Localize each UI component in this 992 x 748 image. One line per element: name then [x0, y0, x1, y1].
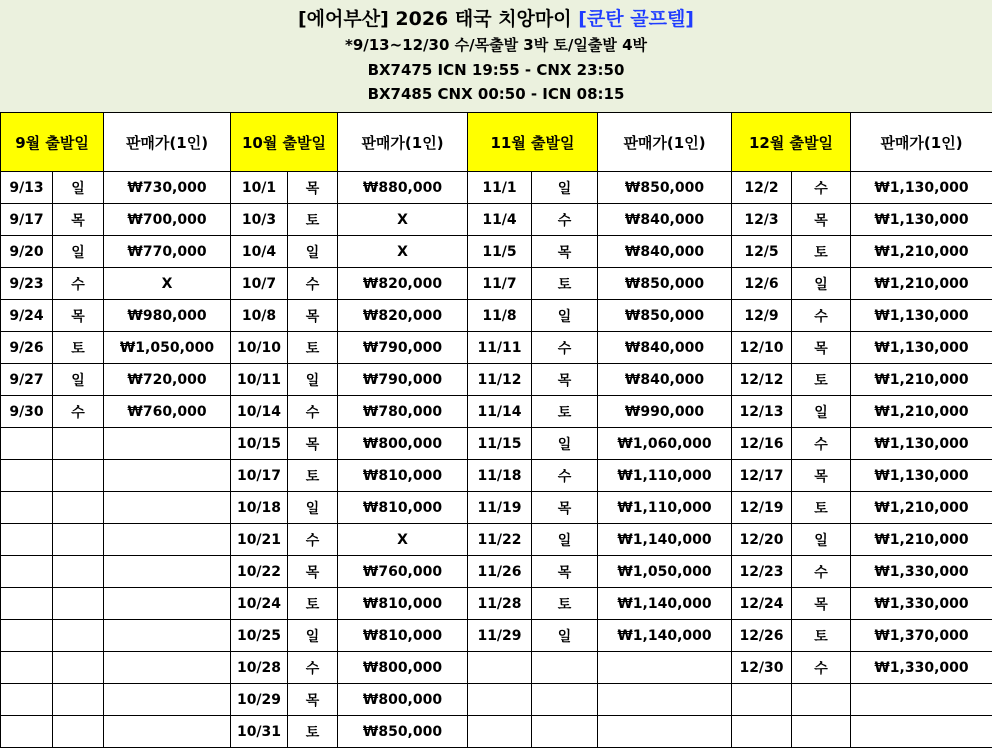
departure-date: 11/12	[468, 364, 532, 396]
table-row	[1, 652, 992, 684]
price-cell: ₩1,140,000	[598, 524, 732, 556]
price-cell: ₩850,000	[598, 172, 732, 204]
table-row	[1, 684, 992, 716]
weekday: 일	[532, 428, 598, 460]
weekday: 토	[288, 332, 338, 364]
weekday: 수	[792, 428, 851, 460]
price-cell: ₩1,130,000	[851, 332, 992, 364]
departure-date: 11/26	[468, 556, 532, 588]
weekday: 토	[792, 492, 851, 524]
weekday: 수	[532, 332, 598, 364]
departure-date: 10/25	[231, 620, 288, 652]
price-cell	[598, 684, 732, 716]
price-cell: ₩810,000	[338, 588, 468, 620]
price-cell: ₩1,330,000	[851, 556, 992, 588]
departure-date: 10/31	[231, 716, 288, 748]
departure-date: 12/30	[732, 652, 792, 684]
weekday: 일	[53, 364, 104, 396]
price-cell: X	[338, 524, 468, 556]
month-header: 9월 출발일	[1, 113, 104, 172]
price-cell: ₩840,000	[598, 364, 732, 396]
weekday: 일	[288, 364, 338, 396]
departure-date	[732, 684, 792, 716]
table-row	[1, 300, 992, 332]
price-table	[0, 112, 992, 748]
table-row	[1, 524, 992, 556]
price-cell: X	[104, 268, 231, 300]
weekday: 수	[288, 652, 338, 684]
weekday: 목	[532, 492, 598, 524]
price-cell: ₩800,000	[338, 652, 468, 684]
price-cell: ₩700,000	[104, 204, 231, 236]
weekday: 일	[53, 236, 104, 268]
weekday: 토	[288, 588, 338, 620]
table-row	[1, 556, 992, 588]
price-cell: ₩1,130,000	[851, 428, 992, 460]
table-row	[1, 364, 992, 396]
weekday: 목	[792, 460, 851, 492]
price-cell	[104, 492, 231, 524]
page-title	[0, 6, 992, 32]
schedule-note: *9/13~12/30 수/목출발 3박 토/일출발 4박	[0, 35, 992, 55]
departure-date: 10/29	[231, 684, 288, 716]
page-header	[0, 0, 992, 112]
weekday	[53, 652, 104, 684]
table-row	[1, 236, 992, 268]
price-cell: ₩1,130,000	[851, 172, 992, 204]
departure-date	[1, 588, 53, 620]
departure-date: 12/19	[732, 492, 792, 524]
price-cell: ₩790,000	[338, 332, 468, 364]
departure-date: 10/14	[231, 396, 288, 428]
weekday: 수	[532, 204, 598, 236]
departure-date	[732, 716, 792, 748]
weekday: 토	[288, 716, 338, 748]
departure-date: 12/16	[732, 428, 792, 460]
price-cell: ₩1,110,000	[598, 460, 732, 492]
weekday: 토	[532, 396, 598, 428]
weekday: 수	[532, 460, 598, 492]
price-cell: ₩1,140,000	[598, 588, 732, 620]
weekday: 수	[792, 172, 851, 204]
departure-date: 12/13	[732, 396, 792, 428]
price-cell: ₩1,210,000	[851, 236, 992, 268]
price-cell	[104, 620, 231, 652]
weekday	[532, 684, 598, 716]
price-header: 판매가(1인)	[598, 113, 732, 172]
weekday	[53, 620, 104, 652]
price-cell: ₩810,000	[338, 620, 468, 652]
price-cell: ₩810,000	[338, 460, 468, 492]
departure-date: 12/20	[732, 524, 792, 556]
departure-date	[1, 716, 53, 748]
departure-date: 10/10	[231, 332, 288, 364]
weekday: 일	[288, 492, 338, 524]
weekday	[532, 652, 598, 684]
departure-date: 10/3	[231, 204, 288, 236]
weekday: 일	[288, 620, 338, 652]
price-cell	[104, 524, 231, 556]
table-row	[1, 204, 992, 236]
return-flight: BX7485 CNX 00:50 - ICN 08:15	[0, 84, 992, 104]
departure-date: 10/1	[231, 172, 288, 204]
weekday: 일	[792, 268, 851, 300]
price-header: 판매가(1인)	[338, 113, 468, 172]
departure-date	[1, 428, 53, 460]
weekday: 일	[792, 524, 851, 556]
price-cell: ₩730,000	[104, 172, 231, 204]
weekday: 목	[532, 364, 598, 396]
departure-date: 12/2	[732, 172, 792, 204]
price-cell: ₩850,000	[338, 716, 468, 748]
weekday: 일	[532, 620, 598, 652]
table-row	[1, 172, 992, 204]
weekday: 목	[288, 300, 338, 332]
weekday: 목	[53, 300, 104, 332]
price-cell: ₩1,210,000	[851, 524, 992, 556]
departure-date: 9/24	[1, 300, 53, 332]
table-header-row	[1, 113, 992, 172]
price-cell	[104, 588, 231, 620]
departure-date	[1, 524, 53, 556]
departure-date: 12/3	[732, 204, 792, 236]
price-cell: ₩760,000	[338, 556, 468, 588]
departure-date: 10/22	[231, 556, 288, 588]
weekday	[792, 716, 851, 748]
departure-date: 11/1	[468, 172, 532, 204]
price-cell: ₩820,000	[338, 268, 468, 300]
price-cell	[104, 652, 231, 684]
weekday: 목	[792, 332, 851, 364]
departure-date: 9/26	[1, 332, 53, 364]
departure-date: 12/6	[732, 268, 792, 300]
departure-date	[1, 492, 53, 524]
weekday: 목	[288, 172, 338, 204]
weekday	[53, 684, 104, 716]
weekday: 토	[532, 588, 598, 620]
price-cell: ₩1,210,000	[851, 492, 992, 524]
weekday: 토	[792, 364, 851, 396]
weekday: 목	[53, 204, 104, 236]
table-row	[1, 460, 992, 492]
price-cell: X	[338, 236, 468, 268]
price-cell	[598, 716, 732, 748]
price-cell: ₩1,130,000	[851, 204, 992, 236]
weekday: 수	[288, 396, 338, 428]
weekday	[53, 428, 104, 460]
departure-date	[1, 460, 53, 492]
departure-date: 10/18	[231, 492, 288, 524]
departure-date: 12/5	[732, 236, 792, 268]
departure-date	[468, 716, 532, 748]
weekday: 토	[792, 236, 851, 268]
departure-date	[1, 652, 53, 684]
title-highlight: [쿤탄 골프텔]	[578, 8, 694, 30]
departure-date: 12/12	[732, 364, 792, 396]
price-header: 판매가(1인)	[851, 113, 992, 172]
departure-date	[1, 620, 53, 652]
price-cell: ₩810,000	[338, 492, 468, 524]
departure-date	[468, 652, 532, 684]
price-cell: ₩840,000	[598, 236, 732, 268]
weekday: 수	[53, 268, 104, 300]
outbound-flight: BX7475 ICN 19:55 - CNX 23:50	[0, 60, 992, 80]
departure-date: 11/19	[468, 492, 532, 524]
month-header: 12월 출발일	[732, 113, 851, 172]
weekday: 일	[532, 300, 598, 332]
price-cell	[104, 684, 231, 716]
departure-date: 11/4	[468, 204, 532, 236]
weekday	[532, 716, 598, 748]
departure-date: 12/24	[732, 588, 792, 620]
weekday: 목	[288, 684, 338, 716]
weekday: 수	[288, 268, 338, 300]
price-cell	[104, 556, 231, 588]
departure-date	[468, 684, 532, 716]
departure-date: 12/26	[732, 620, 792, 652]
table-row	[1, 428, 992, 460]
price-cell: ₩990,000	[598, 396, 732, 428]
price-cell: ₩780,000	[338, 396, 468, 428]
price-cell	[851, 716, 992, 748]
price-cell: ₩1,130,000	[851, 300, 992, 332]
departure-date: 10/11	[231, 364, 288, 396]
table-row	[1, 396, 992, 428]
price-cell: ₩820,000	[338, 300, 468, 332]
weekday: 토	[792, 620, 851, 652]
departure-date: 10/24	[231, 588, 288, 620]
price-cell: ₩840,000	[598, 204, 732, 236]
departure-date: 11/22	[468, 524, 532, 556]
weekday: 수	[288, 524, 338, 556]
departure-date: 11/5	[468, 236, 532, 268]
weekday: 일	[53, 172, 104, 204]
weekday	[53, 588, 104, 620]
departure-date: 11/7	[468, 268, 532, 300]
departure-date: 12/10	[732, 332, 792, 364]
weekday: 수	[792, 652, 851, 684]
departure-date: 10/17	[231, 460, 288, 492]
price-cell: ₩850,000	[598, 300, 732, 332]
price-cell	[851, 684, 992, 716]
weekday: 일	[532, 172, 598, 204]
price-cell: ₩1,060,000	[598, 428, 732, 460]
weekday: 토	[532, 268, 598, 300]
price-cell: ₩1,130,000	[851, 460, 992, 492]
departure-date: 11/11	[468, 332, 532, 364]
departure-date: 11/29	[468, 620, 532, 652]
table-row	[1, 492, 992, 524]
price-cell: ₩800,000	[338, 428, 468, 460]
price-cell: ₩1,210,000	[851, 268, 992, 300]
weekday: 목	[532, 556, 598, 588]
table-row	[1, 620, 992, 652]
price-cell: ₩880,000	[338, 172, 468, 204]
weekday: 토	[288, 204, 338, 236]
weekday	[53, 460, 104, 492]
price-cell	[104, 460, 231, 492]
departure-date: 12/17	[732, 460, 792, 492]
weekday: 수	[792, 300, 851, 332]
departure-date: 11/15	[468, 428, 532, 460]
price-cell: ₩1,140,000	[598, 620, 732, 652]
weekday	[792, 684, 851, 716]
weekday: 목	[792, 204, 851, 236]
price-cell: ₩1,050,000	[104, 332, 231, 364]
weekday	[53, 716, 104, 748]
weekday	[53, 556, 104, 588]
departure-date: 9/23	[1, 268, 53, 300]
price-cell: ₩840,000	[598, 332, 732, 364]
weekday: 일	[288, 236, 338, 268]
price-header: 판매가(1인)	[104, 113, 231, 172]
weekday: 수	[792, 556, 851, 588]
departure-date: 10/28	[231, 652, 288, 684]
departure-date: 11/8	[468, 300, 532, 332]
departure-date: 10/8	[231, 300, 288, 332]
departure-date: 9/27	[1, 364, 53, 396]
price-cell: ₩800,000	[338, 684, 468, 716]
weekday: 목	[532, 236, 598, 268]
price-cell	[104, 428, 231, 460]
weekday: 일	[532, 524, 598, 556]
price-cell: ₩1,370,000	[851, 620, 992, 652]
price-cell: ₩790,000	[338, 364, 468, 396]
departure-date: 10/4	[231, 236, 288, 268]
weekday: 토	[288, 460, 338, 492]
price-cell	[104, 716, 231, 748]
departure-date	[1, 684, 53, 716]
price-cell: ₩770,000	[104, 236, 231, 268]
price-cell: ₩980,000	[104, 300, 231, 332]
price-cell: ₩1,330,000	[851, 652, 992, 684]
price-cell: ₩1,210,000	[851, 396, 992, 428]
table-row	[1, 268, 992, 300]
departure-date: 10/7	[231, 268, 288, 300]
weekday	[53, 492, 104, 524]
price-cell: X	[338, 204, 468, 236]
month-header: 10월 출발일	[231, 113, 338, 172]
table-row	[1, 332, 992, 364]
departure-date: 11/28	[468, 588, 532, 620]
price-cell: ₩1,330,000	[851, 588, 992, 620]
weekday	[53, 524, 104, 556]
weekday: 목	[288, 556, 338, 588]
weekday: 목	[288, 428, 338, 460]
departure-date: 12/23	[732, 556, 792, 588]
departure-date: 9/30	[1, 396, 53, 428]
departure-date: 10/21	[231, 524, 288, 556]
price-cell	[598, 652, 732, 684]
table-row	[1, 716, 992, 748]
price-cell: ₩720,000	[104, 364, 231, 396]
departure-date: 9/13	[1, 172, 53, 204]
departure-date: 9/20	[1, 236, 53, 268]
price-cell: ₩760,000	[104, 396, 231, 428]
table-row	[1, 588, 992, 620]
weekday: 수	[53, 396, 104, 428]
departure-date: 11/18	[468, 460, 532, 492]
departure-date: 12/9	[732, 300, 792, 332]
title-prefix: [에어부산] 2026 태국 치앙마이	[298, 8, 578, 30]
weekday: 토	[53, 332, 104, 364]
weekday: 일	[792, 396, 851, 428]
weekday: 목	[792, 588, 851, 620]
month-header: 11월 출발일	[468, 113, 598, 172]
price-cell: ₩1,050,000	[598, 556, 732, 588]
departure-date: 11/14	[468, 396, 532, 428]
price-cell: ₩850,000	[598, 268, 732, 300]
price-cell: ₩1,210,000	[851, 364, 992, 396]
departure-date	[1, 556, 53, 588]
price-cell: ₩1,110,000	[598, 492, 732, 524]
departure-date: 9/17	[1, 204, 53, 236]
departure-date: 10/15	[231, 428, 288, 460]
